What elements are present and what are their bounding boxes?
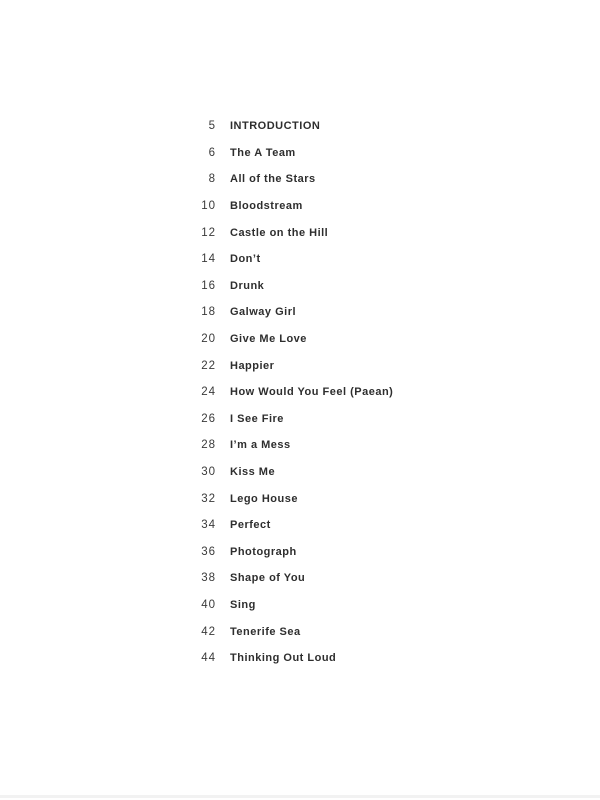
toc-entry-title: Don’t bbox=[230, 253, 261, 266]
toc-entry-title: Castle on the Hill bbox=[230, 226, 329, 239]
toc-entry-title: How Would You Feel (Paean) bbox=[230, 386, 394, 399]
toc-entry-page-number: 42 bbox=[201, 625, 216, 638]
toc-entry-title: Happier bbox=[230, 359, 275, 372]
toc-entry bbox=[180, 565, 393, 592]
toc-entry-page-number: 36 bbox=[201, 545, 216, 558]
toc-list bbox=[180, 113, 393, 671]
toc-entry-page-number: 12 bbox=[201, 226, 216, 239]
toc-entry-page-number: 34 bbox=[201, 519, 216, 532]
toc-entry-title: Give Me Love bbox=[230, 333, 307, 346]
toc-entry bbox=[180, 485, 393, 512]
toc-entry-title: Bloodstream bbox=[230, 200, 303, 213]
toc-entry bbox=[180, 166, 393, 193]
toc-entry-page-number: 38 bbox=[201, 572, 216, 585]
toc-entry bbox=[180, 273, 393, 300]
toc-entry-title: I See Fire bbox=[230, 412, 284, 425]
toc-entry-page-number: 20 bbox=[201, 333, 216, 346]
toc-entry-page-number: 26 bbox=[201, 412, 216, 425]
page-edge-shadow bbox=[0, 795, 600, 798]
toc-entry bbox=[180, 618, 393, 645]
toc-entry bbox=[180, 326, 393, 353]
toc-entry-title: I’m a Mess bbox=[230, 439, 291, 452]
toc-entry bbox=[180, 352, 393, 379]
toc-entry-title: Kiss Me bbox=[230, 466, 276, 479]
toc-entry bbox=[180, 219, 393, 246]
toc-entry bbox=[180, 246, 393, 273]
toc-entry-page-number: 10 bbox=[201, 200, 216, 213]
toc-entry-title: Galway Girl bbox=[230, 306, 297, 319]
toc-entry bbox=[180, 299, 393, 326]
toc-entry bbox=[180, 406, 393, 433]
toc-entry-page-number: 14 bbox=[201, 253, 216, 266]
toc-entry-page-number: 16 bbox=[201, 279, 216, 292]
toc-entry-title: The A Team bbox=[230, 146, 296, 159]
toc-entry-title: Photograph bbox=[230, 545, 297, 558]
toc-entry-title: Lego House bbox=[230, 492, 298, 505]
toc-entry-title: All of the Stars bbox=[230, 173, 316, 186]
toc-entry-title: INTRODUCTION bbox=[230, 120, 321, 133]
toc-entry-title: Perfect bbox=[230, 519, 271, 532]
toc-entry-title: Shape of You bbox=[230, 572, 306, 585]
toc-entry bbox=[180, 432, 393, 459]
toc-entry-page-number: 8 bbox=[208, 173, 216, 186]
toc-entry-page-number: 5 bbox=[208, 120, 216, 133]
toc-entry-page-number: 30 bbox=[201, 466, 216, 479]
toc-entry bbox=[180, 512, 393, 539]
toc-entry bbox=[180, 113, 393, 140]
toc-entry bbox=[180, 592, 393, 619]
toc-entry-page-number: 32 bbox=[201, 492, 216, 505]
toc-entry-page-number: 6 bbox=[208, 146, 216, 159]
toc-entry bbox=[180, 379, 393, 406]
toc-entry-title: Sing bbox=[230, 598, 256, 611]
toc-entry bbox=[180, 645, 393, 672]
toc-entry-page-number: 22 bbox=[201, 359, 216, 372]
toc-entry bbox=[180, 459, 393, 486]
toc-entry-title: Thinking Out Loud bbox=[230, 652, 337, 665]
toc-entry-page-number: 28 bbox=[201, 439, 216, 452]
toc-entry-page-number: 40 bbox=[201, 598, 216, 611]
toc-entry-title: Drunk bbox=[230, 279, 265, 292]
toc-entry-page-number: 44 bbox=[201, 652, 216, 665]
toc-entry-page-number: 24 bbox=[201, 386, 216, 399]
toc-entry-title: Tenerife Sea bbox=[230, 625, 301, 638]
toc-entry bbox=[180, 193, 393, 220]
toc-entry bbox=[180, 539, 393, 566]
toc-entry-page-number: 18 bbox=[201, 306, 216, 319]
toc-entry bbox=[180, 140, 393, 167]
